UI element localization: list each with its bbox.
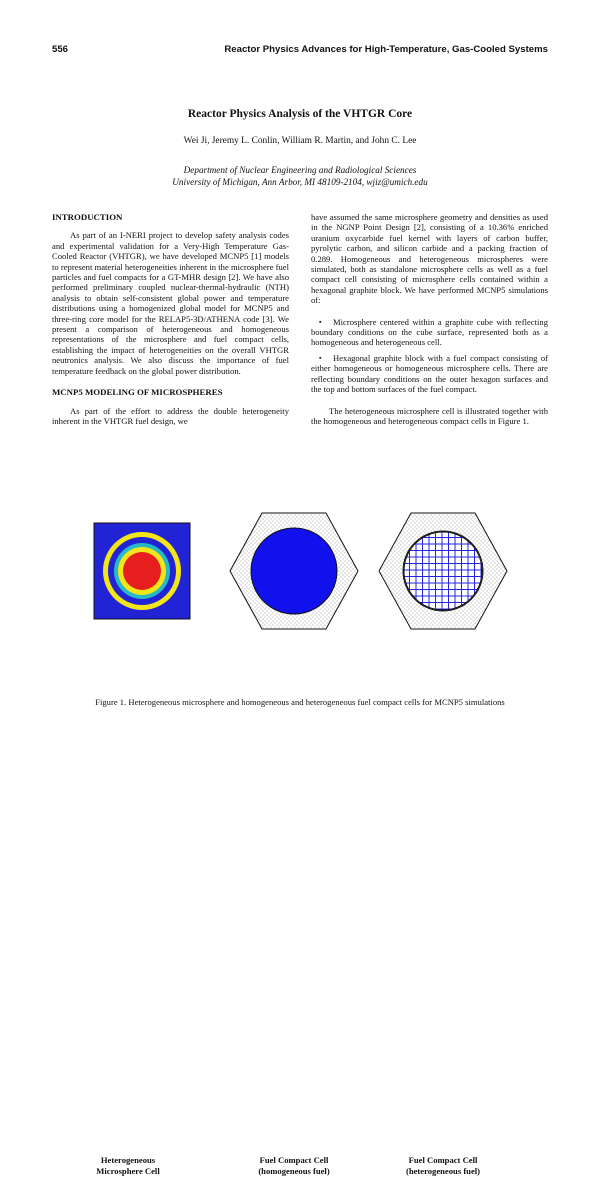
figure-label-homogeneous: Fuel Compact Cell (homogeneous fuel) (258, 1155, 330, 1176)
right-column (311, 212, 548, 426)
figure-label-heterogeneous: Fuel Compact Cell (heterogeneous fuel) (405, 1155, 481, 1176)
bullet-icon: ▪ (319, 353, 322, 362)
mcnp5-paragraph: As part of the effort to address the double heterogeneity inherent in the VHTGR fuel design, we (52, 405, 289, 426)
heterogeneous-fuel-compact (403, 531, 483, 611)
paper-title: Reactor Physics Analysis of the VHTGR Core (187, 108, 413, 120)
figure-drawing (0, 505, 600, 655)
affiliation (0, 164, 600, 188)
section-heading-introduction: INTRODUCTION (52, 212, 123, 222)
page-header (52, 44, 548, 58)
homogeneous-compact-diagram (230, 513, 358, 629)
bullet-item (311, 353, 548, 395)
closing-paragraph: The heterogeneous microsphere cell is illustrated together with the homogeneous and heterogeneous compact cells in Figure 1. (311, 405, 548, 426)
running-title: Reactor Physics Advances for High-Temperature, Gas-Cooled Systems (224, 44, 548, 55)
author-list: Wei Ji, Jeremy L. Conlin, William R. Martin, and John C. Lee (183, 136, 417, 146)
bullet-text: Microsphere centered within a graphite cube with reflecting boundary conditions on the cube surface, represented both as a homogeneous and heterogeneous cell. (311, 316, 548, 348)
continuation-paragraph: have assumed the same microsphere geometry and densities as used in the NGNP Point Design [2], consisting of a 10.36% enriched uranium oxycarbide fuel kernel with layers of carbon buffer, pyrolytic carbon, and silicon carbide and a packing fraction of 0.289. Homogeneous and heterogeneous microspheres were simulated, both as standalone microsphere cells as well as a fuel compact cell consisting of microsphere cells contained within a hexagonal graphite block. We have performed MCNP5 simulations of: (311, 212, 548, 306)
bullet-icon: ▪ (319, 317, 322, 326)
figure-label-microsphere: Heterogeneous Microsphere Cell (96, 1155, 160, 1176)
heterogeneous-compact-diagram (379, 513, 507, 629)
page-number: 556 (52, 44, 69, 55)
section-heading-mcnp5: MCNP5 MODELING OF MICROSPHERES (52, 387, 223, 398)
bullet-item (311, 317, 548, 348)
homogeneous-fuel-compact (251, 528, 337, 614)
left-column (52, 212, 289, 426)
affiliation-university: University of Michigan, Ann Arbor, MI 48109-2104, wjiz@umich.edu (172, 177, 428, 187)
affiliation-department: Department of Nuclear Engineering and Radiological Sciences (183, 165, 417, 175)
bullet-text: Hexagonal graphite block with a fuel compact consisting of either homogeneous or homogeneous microsphere cells. There are reflecting boundary conditions on the outer hexagon surfaces and the top and bottom surfaces of the fuel compact. (311, 352, 548, 395)
figure-caption: Figure 1. Heterogeneous microsphere and homogeneous and heterogeneous fuel compact cells for MCNP5 simulations (95, 697, 505, 707)
introduction-paragraph: As part of an I-NERI project to develop safety analysis codes and experimental validation for a Very-High Temperature Gas-Cooled Reactor (VHTGR), we have developed MCNP5 [1] models to represent material heterogeneities inherent in the microsphere fuel particles and fuel compacts for a GT-MHR design [2]. We have also performed preliminary coupled nuclear-thermal-hydraulic (NTH) analysis to obtain self-consistent global power and temperature distributions using a homogenized global model for MCNP5 and three-ring core model for the RELAP5-3D/ATHENA code [3]. We present a comparison of heterogeneous and homogeneous representations of the microsphere and fuel compact cells, establishing the impact of heterogeneities on the overall VHTGR neutronics analysis. We also discuss the importance of fuel temperature feedback on the global power distribution. (52, 230, 289, 376)
fuel-kernel (123, 552, 161, 590)
microsphere-cell-diagram (94, 523, 190, 619)
